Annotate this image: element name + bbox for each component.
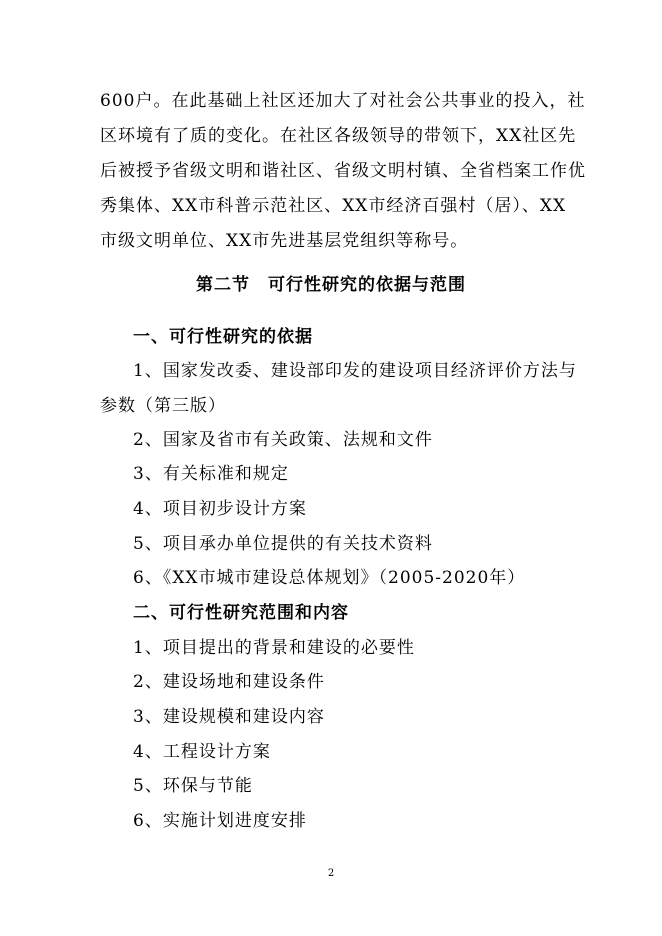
scope-item: 6、实施计划进度安排 bbox=[133, 811, 307, 831]
page-number: 2 bbox=[327, 868, 335, 879]
basis-item-line: 1、国家发改委、建设部印发的建设项目经济评价方法与 bbox=[133, 361, 577, 381]
basis-item: 2、国家及省市有关政策、法规和文件 bbox=[133, 430, 433, 450]
scope-heading: 二、可行性研究范围和内容 bbox=[133, 603, 349, 623]
basis-item-line: 参数（第三版） bbox=[100, 396, 226, 416]
intro-line: 600户。在此基础上社区还加大了对社会公共事业的投入，社 bbox=[100, 91, 586, 111]
scope-item: 5、环保与节能 bbox=[133, 776, 253, 796]
basis-item: 4、项目初步设计方案 bbox=[133, 499, 307, 519]
scope-item: 1、项目提出的背景和建设的必要性 bbox=[133, 638, 415, 658]
intro-line: 区环境有了质的变化。在社区各级领导的带领下，XX社区先 bbox=[100, 126, 577, 146]
intro-paragraph bbox=[100, 84, 586, 259]
intro-line: 秀集体、XX市科普示范社区、XX市经济百强村（居）、XX bbox=[100, 196, 567, 216]
basis-item: 3、有关标准和规定 bbox=[133, 464, 289, 484]
section-title: 第二节 可行性研究的依据与范围 bbox=[196, 275, 466, 295]
scope-item: 3、建设规模和建设内容 bbox=[133, 707, 325, 727]
basis-heading: 一、可行性研究的依据 bbox=[133, 327, 313, 347]
basis-item: 5、项目承办单位提供的有关技术资料 bbox=[133, 534, 433, 554]
basis-item bbox=[100, 354, 580, 424]
scope-item: 4、工程设计方案 bbox=[133, 742, 271, 762]
scope-item: 2、建设场地和建设条件 bbox=[133, 672, 325, 692]
basis-item: 6、《XX市城市建设总体规划》（2005-2020年） bbox=[133, 568, 526, 588]
intro-line: 市级文明单位、XX市先进基层党组织等称号。 bbox=[100, 231, 469, 251]
intro-line: 后被授予省级文明和谐社区、省级文明村镇、全省档案工作优 bbox=[100, 161, 586, 181]
